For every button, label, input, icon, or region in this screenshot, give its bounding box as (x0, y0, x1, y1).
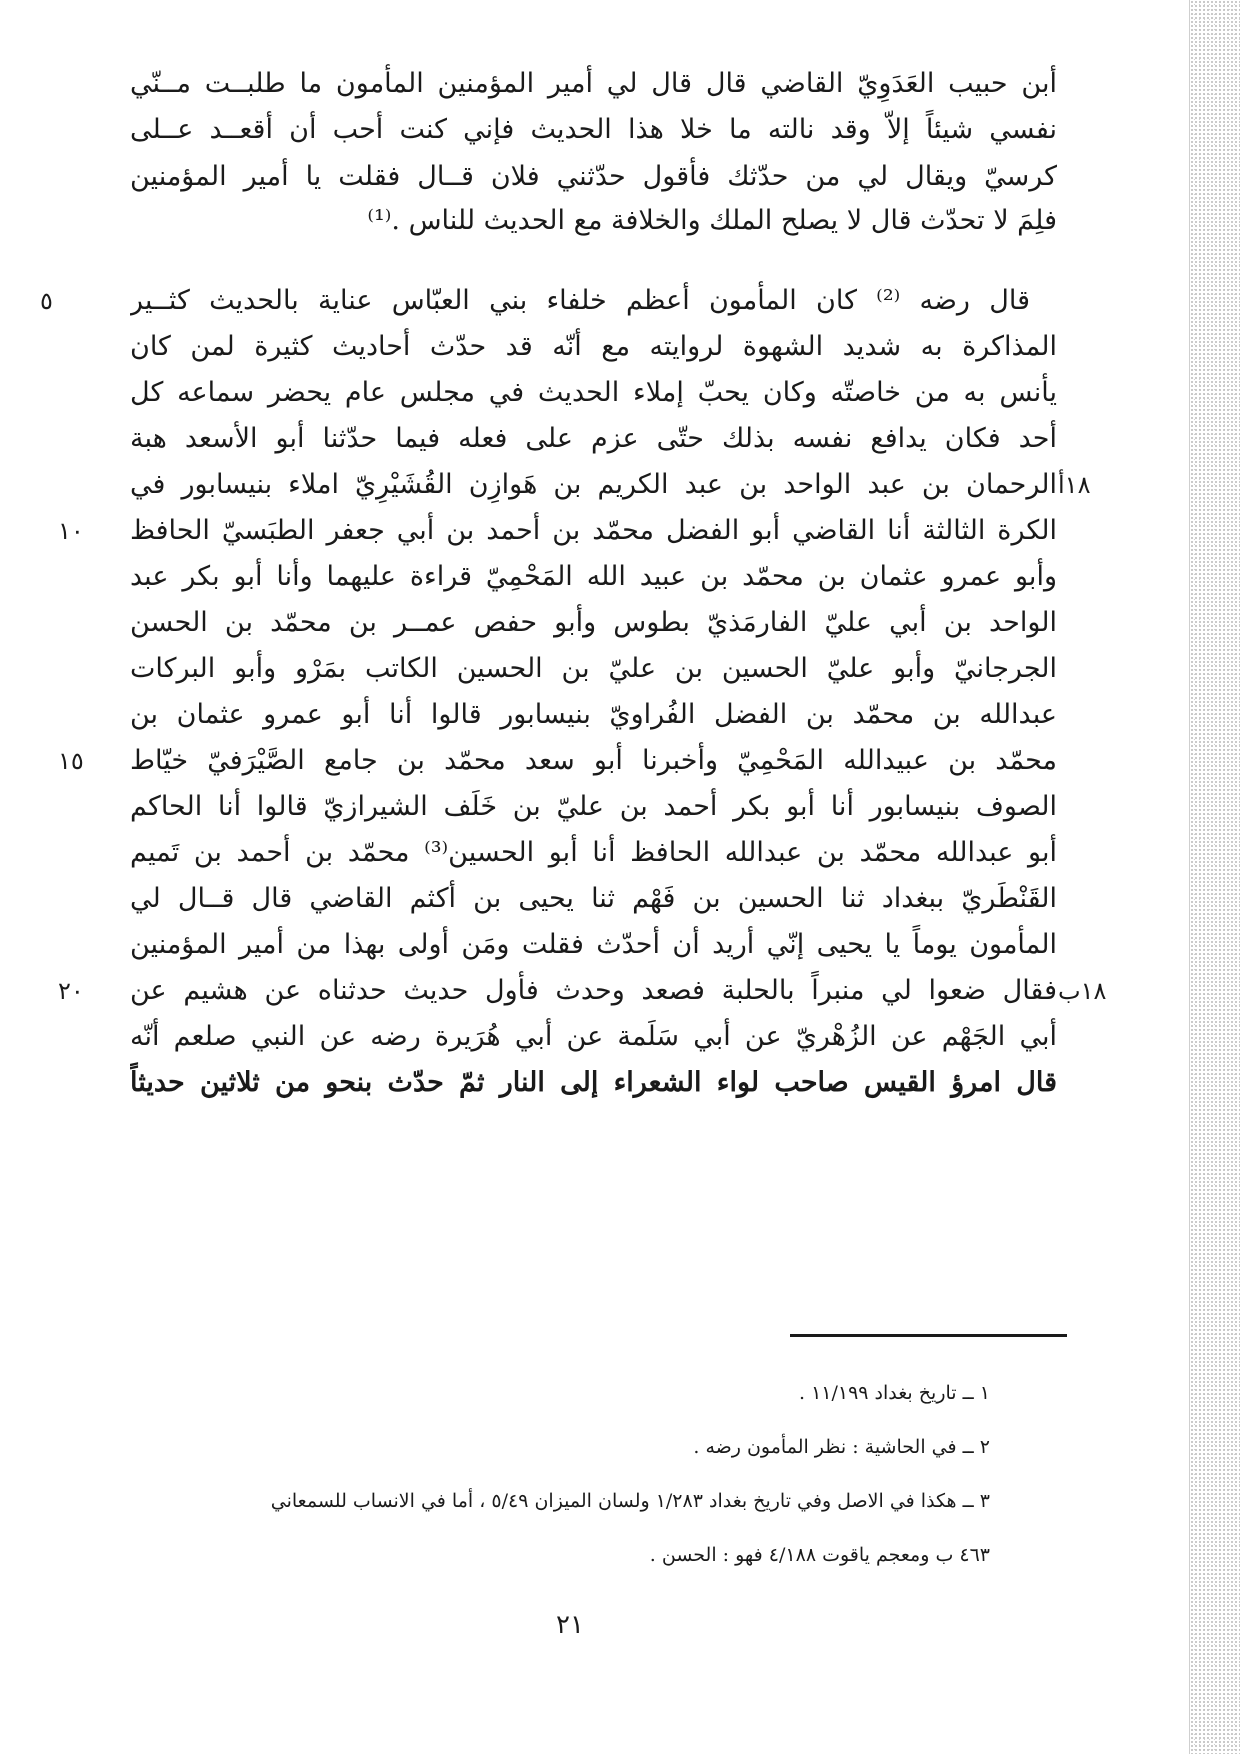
body-line: المأمون يوماً يا يحيى إنّي أريد أن أحدّث فقلت ومَن أولى بهذا من أمير المؤمنين (130, 929, 1057, 960)
footnote-separator (790, 1334, 1067, 1337)
folio-marker: ١٨ب (1058, 977, 1107, 1005)
footnote: ٤٦٣ ب ومعجم ياقوت ٤/١٨٨ فهو : الحسن . (649, 1544, 990, 1566)
footnote: ٣ ــ هكذا في الاصل وفي تاريخ بغداد ١/٢٨٣ ولسان الميزان ٥/٤٩ ، أما في الانساب للسمعاني (270, 1490, 990, 1512)
footnote: ١ ــ تاريخ بغداد ١١/١٩٩ . (798, 1382, 990, 1404)
folio-marker: ١٨أ (1058, 471, 1091, 499)
intro-line: فلِمَ لا تحدّث قال لا يصلح الملك والخلافة مع الحديث للناس .⁽¹⁾ (367, 205, 1057, 236)
body-line: محمّد بن عبيدالله المَحْمِيّ وأخبرنا أبو سعد محمّد بن جامع الصَّيْرَفيّ خيّاط (130, 745, 1057, 776)
body-line: أبو عبدالله محمّد بن عبدالله الحافظ أنا أبو الحسين⁽³⁾ محمّد بن أحمد بن تَميم (130, 837, 1057, 868)
body-line: الرحمان بن عبد الواحد بن عبد الكريم بن هَوازِن القُشَيْرِيّ املاء بنيسابور في (130, 469, 1057, 500)
footnote: ٢ ــ في الحاشية : نظر المأمون رضه . (693, 1436, 990, 1458)
body-line: وأبو عمرو عثمان بن محمّد بن عبيد الله المَحْمِيّ قراءة عليهما وأنا أبو بكر عبد (130, 561, 1057, 592)
body-line: يأنس به من خاصتّه وكان يحبّ إملاء الحديث في مجلس عام يحضر سماعه كل (130, 377, 1057, 408)
intro-line: أبن حبيب العَدَوِيّ القاضي قال قال لي أمير المؤمنين المأمون ما طلبــت مــنّي (130, 68, 1057, 99)
intro-line: نفسي شيئاً إلاّ وقد نالته ما خلا هذا الحديث فإني كنت أحب أن أقعــد عــلى (130, 114, 1057, 145)
body-line: الكرة الثالثة أنا القاضي أبو الفضل محمّد بن أحمد بن أبي جعفر الطبَسيّ الحافظ (130, 515, 1057, 546)
line-number: ٥ (40, 287, 53, 315)
line-number: ١٠ (58, 517, 84, 545)
body-line: المذاكرة به شديد الشهوة لروايته مع أنّه قد حدّث أحاديث كثيرة لمن كان (130, 331, 1057, 362)
page-number: ٢١ (556, 1610, 584, 1640)
body-line: الصوف بنيسابور أنا أبو بكر أحمد بن عليّ بن خَلَف الشيرازيّ قالوا أنا الحاكم (130, 791, 1057, 822)
body-line: أحد فكان يدافع نفسه بذلك حتّى عزم على فعله فيما حدّثنا أبو الأسعد هبة (130, 423, 1057, 454)
body-line: عبدالله بن محمّد بن الفضل الفُراويّ بنيسابور قالوا أنا أبو عمرو عثمان بن (130, 699, 1057, 730)
line-number: ١٥ (58, 747, 84, 775)
line-number: ٢٠ (58, 977, 84, 1005)
intro-line: كرسيّ ويقال لي من حدّثك فأقول حدّثني فلان قــال فقلت يا أمير المؤمنين (130, 161, 1057, 192)
body-line: قال رضه ⁽²⁾ كان المأمون أعظم خلفاء بني العبّاس عناية بالحديث كثــير (130, 285, 1030, 316)
body-line: فقال ضعوا لي منبراً بالحلبة فصعد وحدث فأول حديث حدثناه عن هشيم عن (130, 975, 1057, 1006)
body-line: الواحد بن أبي عليّ الفارمَذيّ بطوس وأبو حفص عمــر بن محمّد بن الحسن (130, 607, 1057, 638)
body-line: أبي الجَهْم عن الزُهْريّ عن أبي سَلَمة عن أبي هُرَيرة رضه عن النبي صلعم أنّه (130, 1021, 1057, 1052)
body-line: القَنْطَريّ ببغداد ثنا الحسين بن فَهْم ثنا يحيى بن أكثم القاضي قال قــال لي (130, 883, 1057, 914)
page-edge-scan-texture (1189, 0, 1240, 1754)
body-line: قال امرؤ القيس صاحب لواء الشعراء إلى النار ثمّ حدّث بنحو من ثلاثين حديثاً (130, 1067, 1057, 1098)
body-line: الجرجانيّ وأبو عليّ الحسين بن عليّ بن الحسين الكاتب بمَرْو وأبو البركات (130, 653, 1057, 684)
